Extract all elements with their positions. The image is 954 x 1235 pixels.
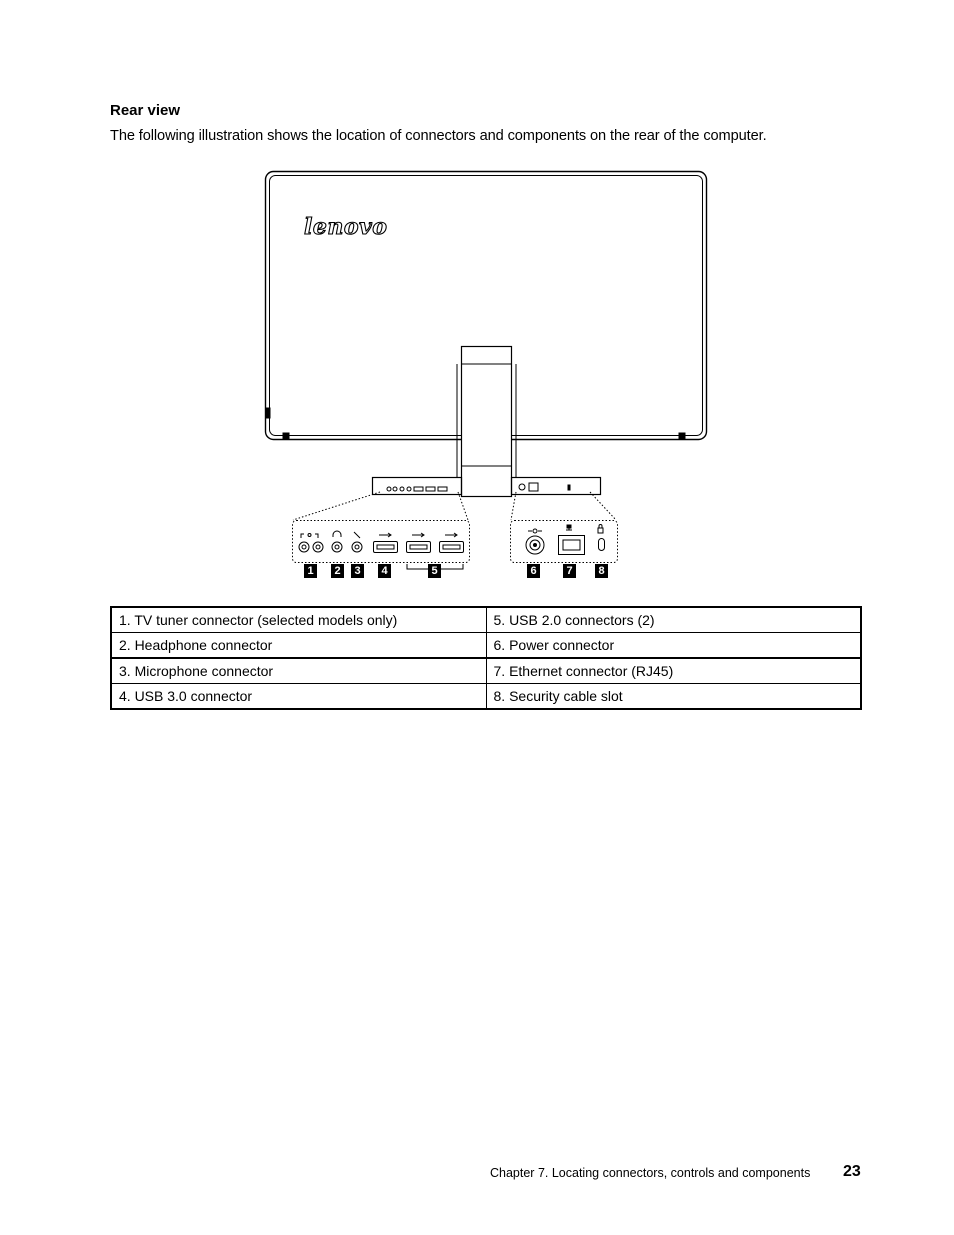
rear-view-illustration [0,0,954,600]
connector-legend-table [110,606,862,710]
power-icon [528,529,542,533]
legend-cell: 4. USB 3.0 connector [111,684,486,710]
legend-cell: 3. Microphone connector [111,658,486,684]
right-port-cluster [526,536,605,555]
callout-5: 5 [428,564,441,578]
table-row [111,607,861,633]
ethernet-icon [566,525,572,530]
table-row [111,633,861,659]
lenovo-logo: lenovo [304,214,388,240]
callout-7: 7 [563,564,576,578]
legend-cell: 2. Headphone connector [111,633,486,659]
table-row [111,658,861,684]
page-number: 23 [843,1163,861,1180]
legend-cell: 6. Power connector [486,633,861,659]
tv-tuner-icon [301,534,318,539]
headphone-icon [333,531,341,537]
legend-cell: 7. Ethernet connector (RJ45) [486,658,861,684]
microphone-icon [354,532,360,538]
security-lock-icon [598,525,603,534]
stand [457,347,516,497]
left-port-cluster [299,542,464,553]
callout-4: 4 [378,564,391,578]
callout-2: 2 [331,564,344,578]
legend-cell: 8. Security cable slot [486,684,861,710]
callout-8: 8 [595,564,608,578]
section-heading: Rear view [110,102,181,119]
table-row [111,684,861,710]
intro-paragraph: The following illustration shows the location of connectors and components on the rear of the computer. [110,128,767,144]
callout-6: 6 [527,564,540,578]
footer-chapter: Chapter 7. Locating connectors, controls and components [490,1166,811,1180]
callout-3: 3 [351,564,364,578]
legend-cell: 1. TV tuner connector (selected models only) [111,607,486,633]
callout-1: 1 [304,564,317,578]
legend-cell: 5. USB 2.0 connectors (2) [486,607,861,633]
usb-icon [379,533,457,537]
